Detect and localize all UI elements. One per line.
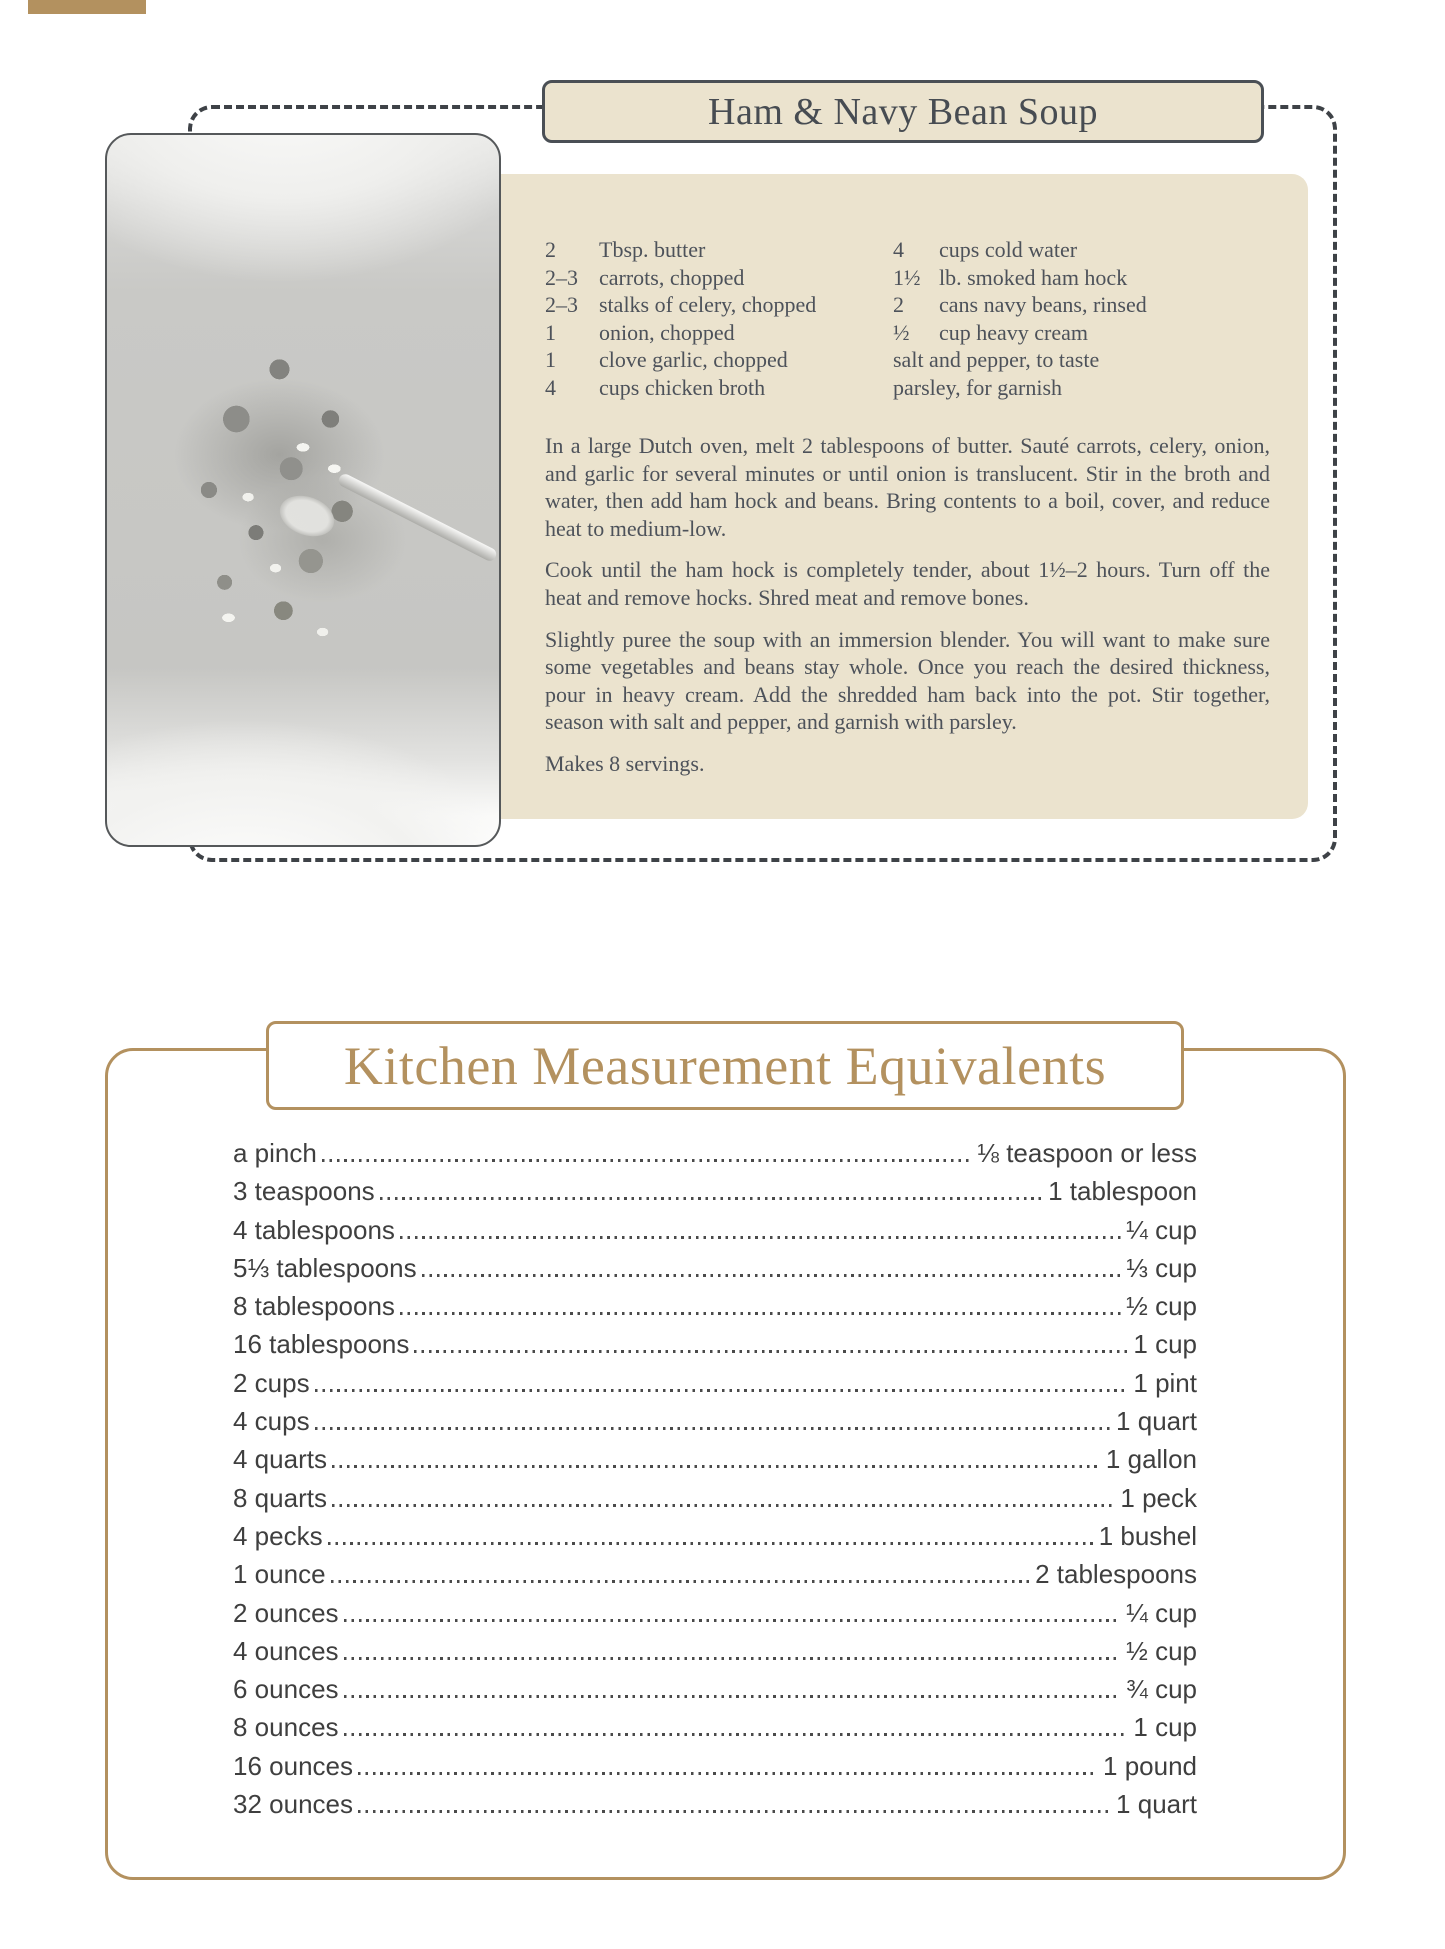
ingredient-row	[893, 319, 1293, 347]
measure-from: 8 tablespoons	[233, 1291, 395, 1322]
measurement-row	[233, 1674, 1197, 1705]
recipe-instructions	[545, 432, 1270, 792]
dot-leader	[422, 1274, 1122, 1277]
dot-leader	[358, 1772, 1098, 1775]
measurement-row	[233, 1789, 1197, 1820]
measure-from: 6 ounces	[233, 1674, 339, 1705]
dot-leader	[400, 1312, 1121, 1315]
ingredient-qty: 4	[545, 374, 556, 400]
measure-from: 4 tablespoons	[233, 1214, 395, 1245]
soup-photo	[105, 133, 501, 847]
ingredient-row	[545, 346, 885, 374]
ingredient-row	[545, 236, 885, 264]
measure-from: 3 teaspoons	[233, 1176, 375, 1207]
ingredient-qty: 2	[545, 237, 556, 262]
measure-to: 1 pound	[1103, 1750, 1197, 1781]
measure-from: 5⅓ tablespoons	[233, 1252, 417, 1283]
measurement-row	[233, 1597, 1197, 1628]
measurement-row	[233, 1140, 1197, 1166]
measurement-row	[233, 1176, 1197, 1207]
measurement-row	[233, 1367, 1197, 1398]
dot-leader	[344, 1657, 1122, 1660]
dot-leader	[400, 1236, 1121, 1239]
ingredients-column-2	[893, 236, 1293, 401]
ingredient-item: cups chicken broth	[599, 374, 766, 400]
ingredient-item: cans navy beans, rinsed	[939, 292, 1147, 317]
measurement-row	[233, 1635, 1197, 1666]
dot-leader	[344, 1733, 1129, 1736]
measure-to: ½ cup	[1126, 1635, 1197, 1666]
ingredient-row	[545, 264, 885, 292]
ingredient-qty: 1	[545, 347, 556, 372]
ingredient-qty: 1½	[893, 264, 921, 290]
measure-to: 1 quart	[1116, 1406, 1197, 1437]
measurement-row	[233, 1329, 1197, 1360]
measurement-row	[233, 1482, 1197, 1513]
measure-from: 32 ounces	[233, 1789, 353, 1820]
measurement-row	[233, 1291, 1197, 1322]
measure-from: 2 cups	[233, 1367, 310, 1398]
measurement-row	[233, 1214, 1197, 1245]
instruction-paragraph: Slightly puree the soup with an immersion blender. You will want to make sure some vegetables and beans stay whole. Once you reach the desired thickness, pour in heavy cream. Add the shredded ham back into the pot. Stir together, season with salt and pepper, and garnish with parsley.	[545, 626, 1270, 735]
measure-to: 1 pint	[1133, 1367, 1197, 1398]
dot-leader	[380, 1197, 1043, 1200]
measure-to: 2 tablespoons	[1035, 1559, 1197, 1590]
measure-to: ¼ cup	[1126, 1597, 1197, 1628]
ingredient-qty: 2–3	[545, 292, 578, 317]
measure-to: 1 tablespoon	[1048, 1176, 1197, 1207]
measure-to: ⅓ cup	[1126, 1252, 1197, 1283]
measure-from: 8 ounces	[233, 1712, 339, 1743]
dot-leader	[414, 1350, 1128, 1353]
ingredient-row	[893, 236, 1293, 264]
measurement-row	[233, 1750, 1197, 1781]
measurement-row	[233, 1712, 1197, 1743]
measure-to: ⅛ teaspoon or less	[977, 1138, 1197, 1168]
recipe-title: Ham & Navy Bean Soup	[708, 90, 1098, 133]
measure-from: 4 quarts	[233, 1444, 327, 1475]
measure-to: ¾ cup	[1126, 1674, 1197, 1705]
ingredient-item: Tbsp. butter	[599, 237, 706, 262]
ingredient-item: parsley, for garnish	[893, 374, 1063, 400]
dot-leader	[332, 1504, 1115, 1507]
measure-to: 1 quart	[1116, 1789, 1197, 1820]
measure-from: 16 ounces	[233, 1750, 353, 1781]
spoon-bowl-shape	[275, 489, 341, 544]
dot-leader	[315, 1389, 1129, 1392]
ingredient-qty: 4	[893, 237, 904, 262]
measure-from: 1 ounce	[233, 1559, 326, 1590]
measurement-row	[233, 1444, 1197, 1475]
ingredient-row	[893, 264, 1293, 292]
measure-to: 1 peck	[1120, 1482, 1197, 1513]
dot-leader	[331, 1580, 1031, 1583]
measure-from: a pinch	[233, 1138, 317, 1168]
measure-from: 4 ounces	[233, 1635, 339, 1666]
ingredient-row	[893, 374, 1293, 402]
servings-note: Makes 8 servings.	[545, 750, 705, 776]
dot-leader	[358, 1810, 1111, 1813]
dot-leader	[344, 1695, 1122, 1698]
ingredients-column-1	[545, 236, 885, 401]
dot-leader	[322, 1159, 972, 1162]
ingredient-qty: 1	[545, 319, 556, 345]
measure-to: 1 gallon	[1105, 1444, 1197, 1475]
instruction-paragraph: In a large Dutch oven, melt 2 tablespoons of butter. Sauté carrots, celery, onion, and garlic for several minutes or until onion is translucent. Stir in the broth and water, then add ham hock and beans. Bring contents to a boil, cover, and reduce heat to medium-low.	[545, 433, 1270, 541]
corner-accent-bar	[28, 0, 146, 14]
ingredient-item: carrots, chopped	[599, 264, 745, 290]
measurement-row	[233, 1520, 1197, 1551]
measure-to: ½ cup	[1126, 1291, 1197, 1322]
dot-leader	[332, 1465, 1101, 1468]
instruction-paragraph: Cook until the ham hock is completely tender, about 1½–2 hours. Turn off the heat and remove hocks. Shred meat and remove bones.	[545, 557, 1270, 610]
measure-to: ¼ cup	[1126, 1214, 1197, 1245]
ingredient-qty: 2–3	[545, 264, 578, 290]
measurements-title: Kitchen Measurement Equivalents	[343, 1035, 1107, 1096]
measure-from: 8 quarts	[233, 1482, 327, 1513]
measurements-list	[233, 1140, 1197, 1829]
ingredient-item: stalks of celery, chopped	[599, 292, 817, 317]
ingredient-row	[545, 291, 885, 319]
ingredient-item: lb. smoked ham hock	[939, 264, 1128, 290]
measure-to: 1 cup	[1133, 1712, 1197, 1743]
ingredient-item: clove garlic, chopped	[599, 347, 788, 372]
measurement-row	[233, 1252, 1197, 1283]
ingredient-item: cups cold water	[939, 237, 1078, 262]
measure-from: 16 tablespoons	[233, 1329, 410, 1360]
ingredient-row	[893, 346, 1293, 374]
ingredient-item: salt and pepper, to taste	[893, 347, 1100, 372]
measure-from: 4 cups	[233, 1406, 310, 1437]
measurement-row	[233, 1559, 1197, 1590]
ingredient-row	[545, 319, 885, 347]
measurement-row	[233, 1406, 1197, 1437]
measure-from: 2 ounces	[233, 1597, 339, 1628]
ingredient-item: cup heavy cream	[939, 319, 1089, 345]
measurements-title-banner	[266, 1021, 1184, 1110]
dot-leader	[344, 1619, 1122, 1622]
ingredient-item: onion, chopped	[599, 319, 735, 345]
measure-from: 4 pecks	[233, 1520, 323, 1551]
dot-leader	[315, 1427, 1111, 1430]
measure-to: 1 bushel	[1098, 1520, 1197, 1551]
ingredient-row	[893, 291, 1293, 319]
ingredient-qty: 2	[893, 292, 904, 317]
ingredient-row	[545, 374, 885, 402]
ingredient-qty: ½	[893, 319, 910, 345]
recipe-title-banner	[542, 80, 1264, 143]
measure-to: 1 cup	[1133, 1329, 1197, 1360]
dot-leader	[328, 1542, 1094, 1545]
spoon-handle-shape	[337, 472, 499, 563]
